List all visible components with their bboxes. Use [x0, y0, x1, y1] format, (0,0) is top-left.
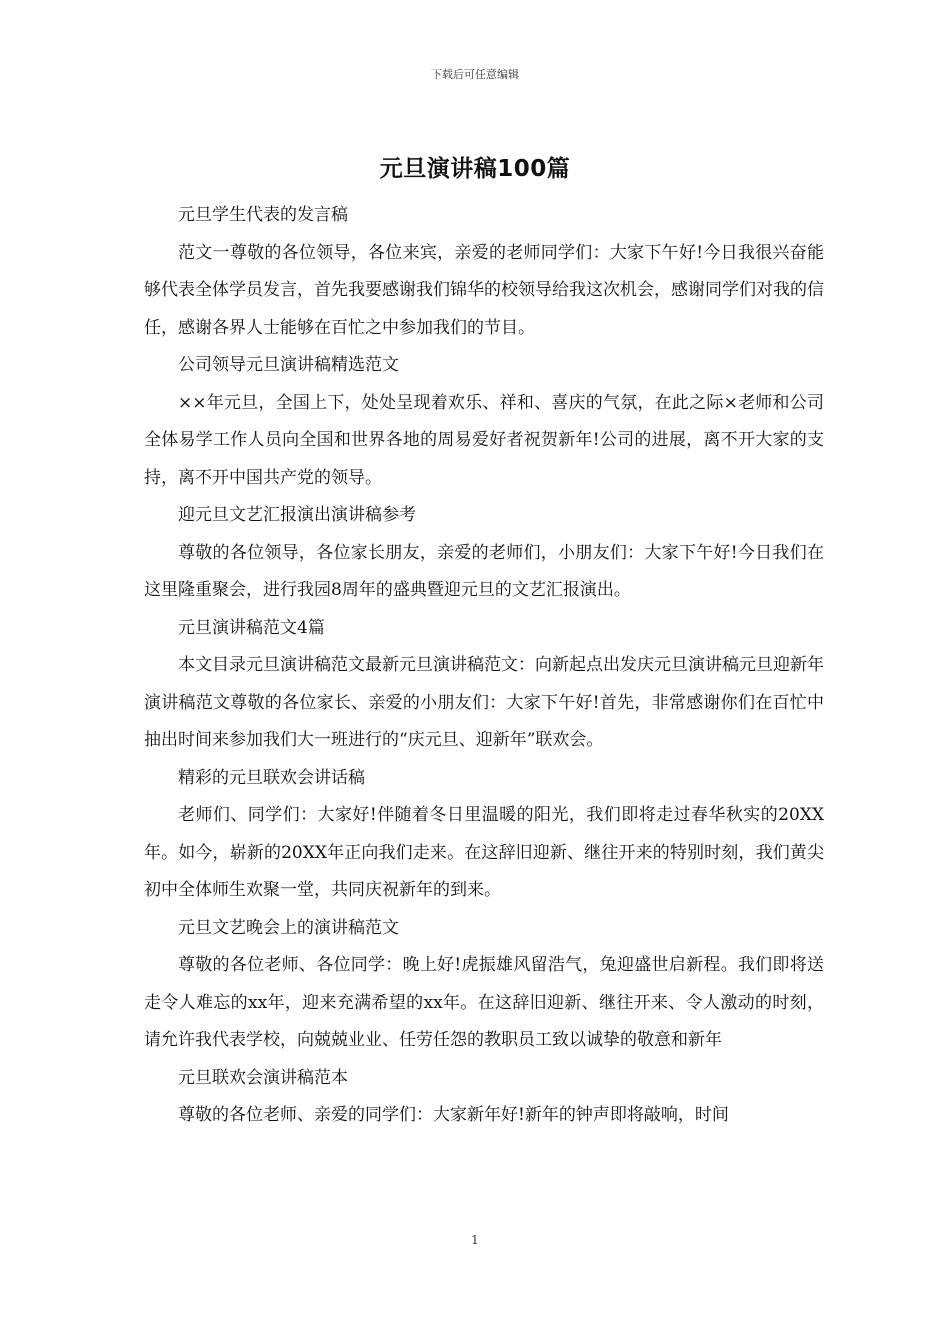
document-title: 元旦演讲稿100篇: [379, 156, 571, 182]
paragraph: 尊敬的各位老师、亲爱的同学们：大家新年好!新年的钟声即将敲响，时间: [178, 1105, 729, 1125]
paragraph-heading: 迎元旦文艺汇报演出演讲稿参考: [178, 505, 416, 525]
page-number: 1: [471, 1233, 479, 1247]
paragraph-heading: 公司领导元旦演讲稿精选范文: [178, 355, 399, 375]
document-body: [144, 197, 824, 1135]
paragraph: 尊敬的各位领导，各位家长朋友，亲爱的老师们，小朋友们：大家下午好!今日我们在这里隆重聚会，进行我园8周年的盛典暨迎元旦的文艺汇报演出。: [144, 542, 824, 600]
paragraph-heading: 元旦文艺晚会上的演讲稿范文: [178, 917, 399, 938]
paragraph: 本文目录元旦演讲稿范文最新元旦演讲稿范文：向新起点出发庆元旦演讲稿元旦迎新年演讲稿范文尊敬的各位家长、亲爱的小朋友们：大家下午好!首先，非常感谢你们在百忙中抽出时间来参加我们大一班进行的“庆元旦、迎新年”联欢会。: [144, 655, 824, 750]
paragraph: 老师们、同学们：大家好!伴随着冬日里温暖的阳光，我们即将走过春华秋实的20XX年。如今，崭新的20XX年正向我们走来。在这辞旧迎新、继往开来的特别时刻，我们黄尖初中全体师生欢聚一堂，共同庆祝新年的到来。: [144, 805, 824, 900]
paragraph: 尊敬的各位老师、各位同学：晚上好!虎振雄风留浩气，兔迎盛世启新程。我们即将送走令人难忘的xx年，迎来充满希望的xx年。在这辞旧迎新、继往开来、令人激动的时刻，请允许我代表学校，向兢兢业业、任劳任怨的教职员工致以诚挚的敬意和新年: [144, 955, 824, 1050]
paragraph-heading: 元旦演讲稿范文4篇: [178, 617, 325, 638]
paragraph-heading: 元旦学生代表的发言稿: [178, 205, 348, 225]
paragraph: ××年元旦，全国上下，处处呈现着欢乐、祥和、喜庆的气氛，在此之际×老师和公司全体易学工作人员向全国和世界各地的周易爱好者祝贺新年!公司的进展，离不开大家的支持，离不开中国共产党的领导。: [144, 392, 824, 488]
paragraph: 范文一尊敬的各位领导，各位来宾，亲爱的老师同学们：大家下午好!今日我很兴奋能够代表全体学员发言，首先我要感谢我们锦华的校领导给我这次机会，感谢同学们对我的信任，感谢各界人士能够在百忙之中参加我们的节目。: [144, 242, 824, 338]
header-note: 下载后可任意编辑: [431, 68, 519, 81]
paragraph-heading: 元旦联欢会演讲稿范本: [178, 1067, 348, 1088]
paragraph-heading: 精彩的元旦联欢会讲话稿: [178, 767, 365, 788]
